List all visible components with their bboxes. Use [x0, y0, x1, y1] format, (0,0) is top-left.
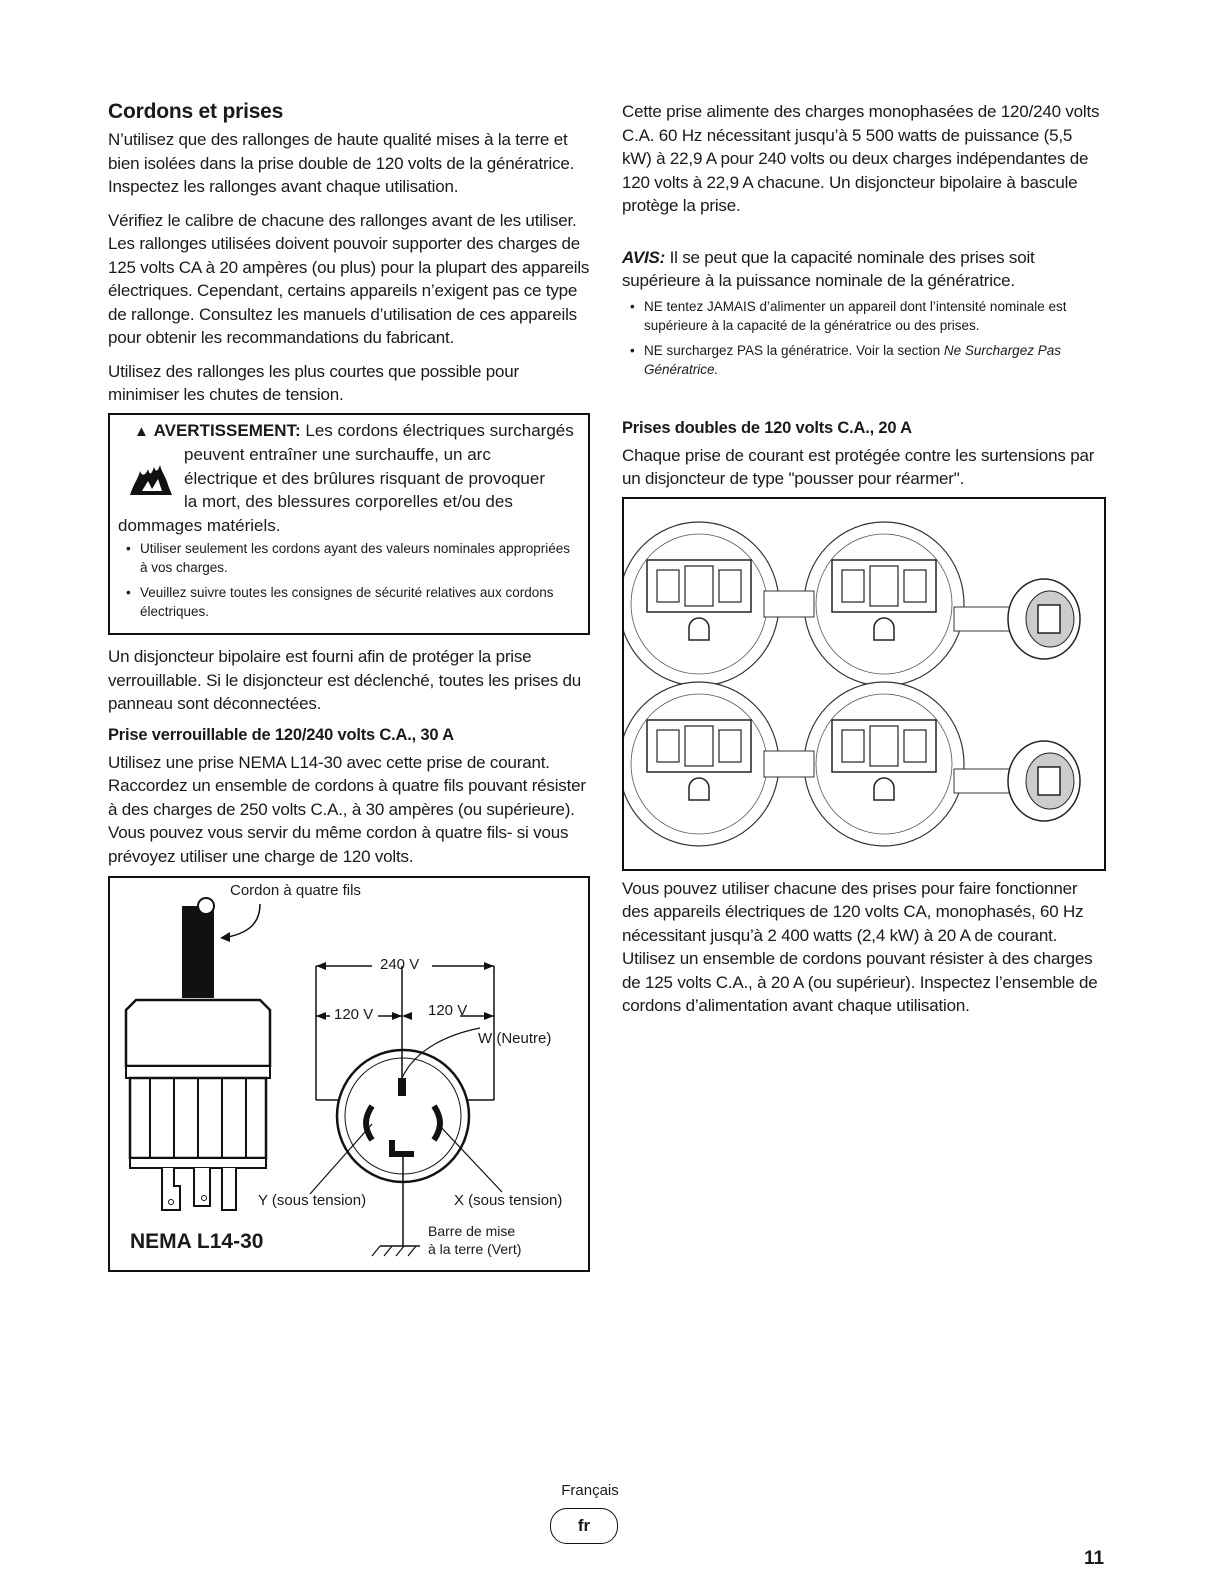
avis-label: AVIS: — [622, 247, 666, 267]
paragraph: Utilisez une prise NEMA L14-30 avec cette prise de courant. Raccordez un ensemble de cordons à quatre fils pouvant résister à des charges de 250 volts C.A., à 30 ampères (ou supérieure). Vous pouvez vous servir du même cordon à quatre fils- si vous prévoyez utiliser une charge de 120 volts. — [108, 752, 586, 866]
avis-bullets — [622, 297, 1106, 379]
outlet-group — [624, 522, 1080, 846]
duplex-outlets-figure — [622, 497, 1106, 871]
nema-label: NEMA L14-30 — [130, 1230, 264, 1253]
warning-box — [108, 413, 590, 636]
paragraph: N’utilisez que des rallonges de haute qualité mises à la terre et bien isolées dans la prise double de 120 volts de la génératrice. Inspectez les rallonges avant chaque utilisation. — [108, 130, 575, 196]
paragraph: Chaque prise de courant est protégée contre les surtensions par un disjoncteur de type "pousser pour réarmer". — [622, 445, 1095, 488]
warning-label: AVERTISSEMENT: — [153, 420, 301, 440]
voltage-120-label: 120 V — [428, 1002, 468, 1019]
warning-line: la mort, des blessures corporelles et/ou des — [184, 492, 513, 511]
warning-line: peuvent entraîner une surchauffe, un arc — [184, 445, 491, 464]
paragraph: Vérifiez le calibre de chacune des rallonges avant de les utiliser. Les rallonges utilisées doivent pouvoir supporter des charges de 125 volts CA à 20 ampères (ou plus) pour la plupart des appareils électriques. Cependant, certains appareils n’exigent pas ce type de rallonge. Consultez les manuels d’utilisation de ces appareils pour obtenir les recommandations du fabricant. — [108, 210, 590, 347]
paragraph: Un disjoncteur bipolaire est fourni afin de protéger la prise verrouillable. Si le disjoncteur est déclenché, toutes les prises du panneau sont déconnectées. — [108, 647, 582, 713]
list-item: • Veuillez suivre toutes les consignes de sécurité relatives aux cordons électriques. — [118, 583, 580, 621]
list-item: • NE tentez JAMAIS d’alimenter un appareil dont l’intensité nominale est supérieure à la capacité de la génératrice ou des prises. — [622, 297, 1106, 335]
paragraph: Vous pouvez utiliser chacune des prises pour faire fonctionner des appareils électriques de 120 volts CA, monophasés, 60 Hz nécessitant jusqu’à 2 400 watts (2,4 kW) à 20 A de courant. Utilisez un ensemble de cordons pouvant résister à des charges de 125 volts C.A., à 20 A (ou supérieur). Inspectez l’ensemble de cordons d’alimentation avant chaque utilisation. — [622, 878, 1098, 1015]
avis-text: Il se peut que la capacité nominale des prises soit supérieure à la puissance nominale de la génératrice. — [622, 247, 1035, 290]
warning-line: Les cordons électriques surchargés — [305, 420, 574, 440]
subsection-title: Prises doubles de 120 volts C.A., 20 A — [622, 418, 912, 437]
list-item: • Utiliser seulement les cordons ayant des valeurs nominales appropriées à vos charges. — [118, 539, 580, 577]
subsection-title: Prise verrouillable de 120/240 volts C.A., 30 A — [108, 725, 454, 744]
language-code-badge: fr — [550, 1508, 618, 1544]
list-item: • NE surchargez PAS la génératrice. Voir la section Ne Surchargez Pas Génératrice. — [622, 341, 1106, 379]
warning-bullets — [118, 539, 580, 621]
neutral-label: W (Neutre) — [478, 1030, 552, 1047]
warning-triangle-icon: ▲ — [134, 422, 149, 440]
footer-language: Français — [561, 1482, 619, 1499]
ground-label: Barre de mise à la terre (Vert) — [428, 1223, 522, 1257]
paragraph: Utilisez des rallonges les plus courtes que possible pour minimiser les chutes de tension. — [108, 361, 519, 404]
voltage-120-label: 120 V — [334, 1006, 374, 1023]
duplex-outlets-diagram — [624, 499, 1104, 869]
avis-paragraph — [622, 246, 1106, 293]
page-number: 11 — [1084, 1548, 1105, 1569]
paragraph: Cette prise alimente des charges monophasées de 120/240 volts C.A. 60 Hz nécessitant jusqu’à 5 500 watts de puissance (5,5 kW) à 22,9 A pour 240 volts ou deux charges indépendantes de 120 volts à 22,9 A chacune. Un disjoncteur bipolaire à bascule protège la prise. — [622, 102, 1100, 215]
plug-diagram — [110, 878, 588, 1270]
fire-hazard-icon — [128, 455, 174, 497]
right-column — [622, 100, 1106, 1028]
nema-l14-30-figure — [108, 876, 590, 1272]
warning-line: électrique et des brûlures risquant de provoquer — [184, 468, 545, 488]
x-terminal-label: X (sous tension) — [454, 1192, 563, 1209]
cord-shape — [182, 906, 214, 998]
voltage-240-label: 240 V — [380, 956, 420, 973]
section-title: Cordons et prises — [108, 100, 284, 123]
plug-body — [126, 1000, 270, 1066]
left-column — [108, 100, 590, 1272]
y-terminal-label: Y (sous tension) — [258, 1192, 367, 1209]
cord-label: Cordon à quatre fils — [230, 882, 361, 899]
warning-line: dommages matériels. — [118, 515, 281, 535]
